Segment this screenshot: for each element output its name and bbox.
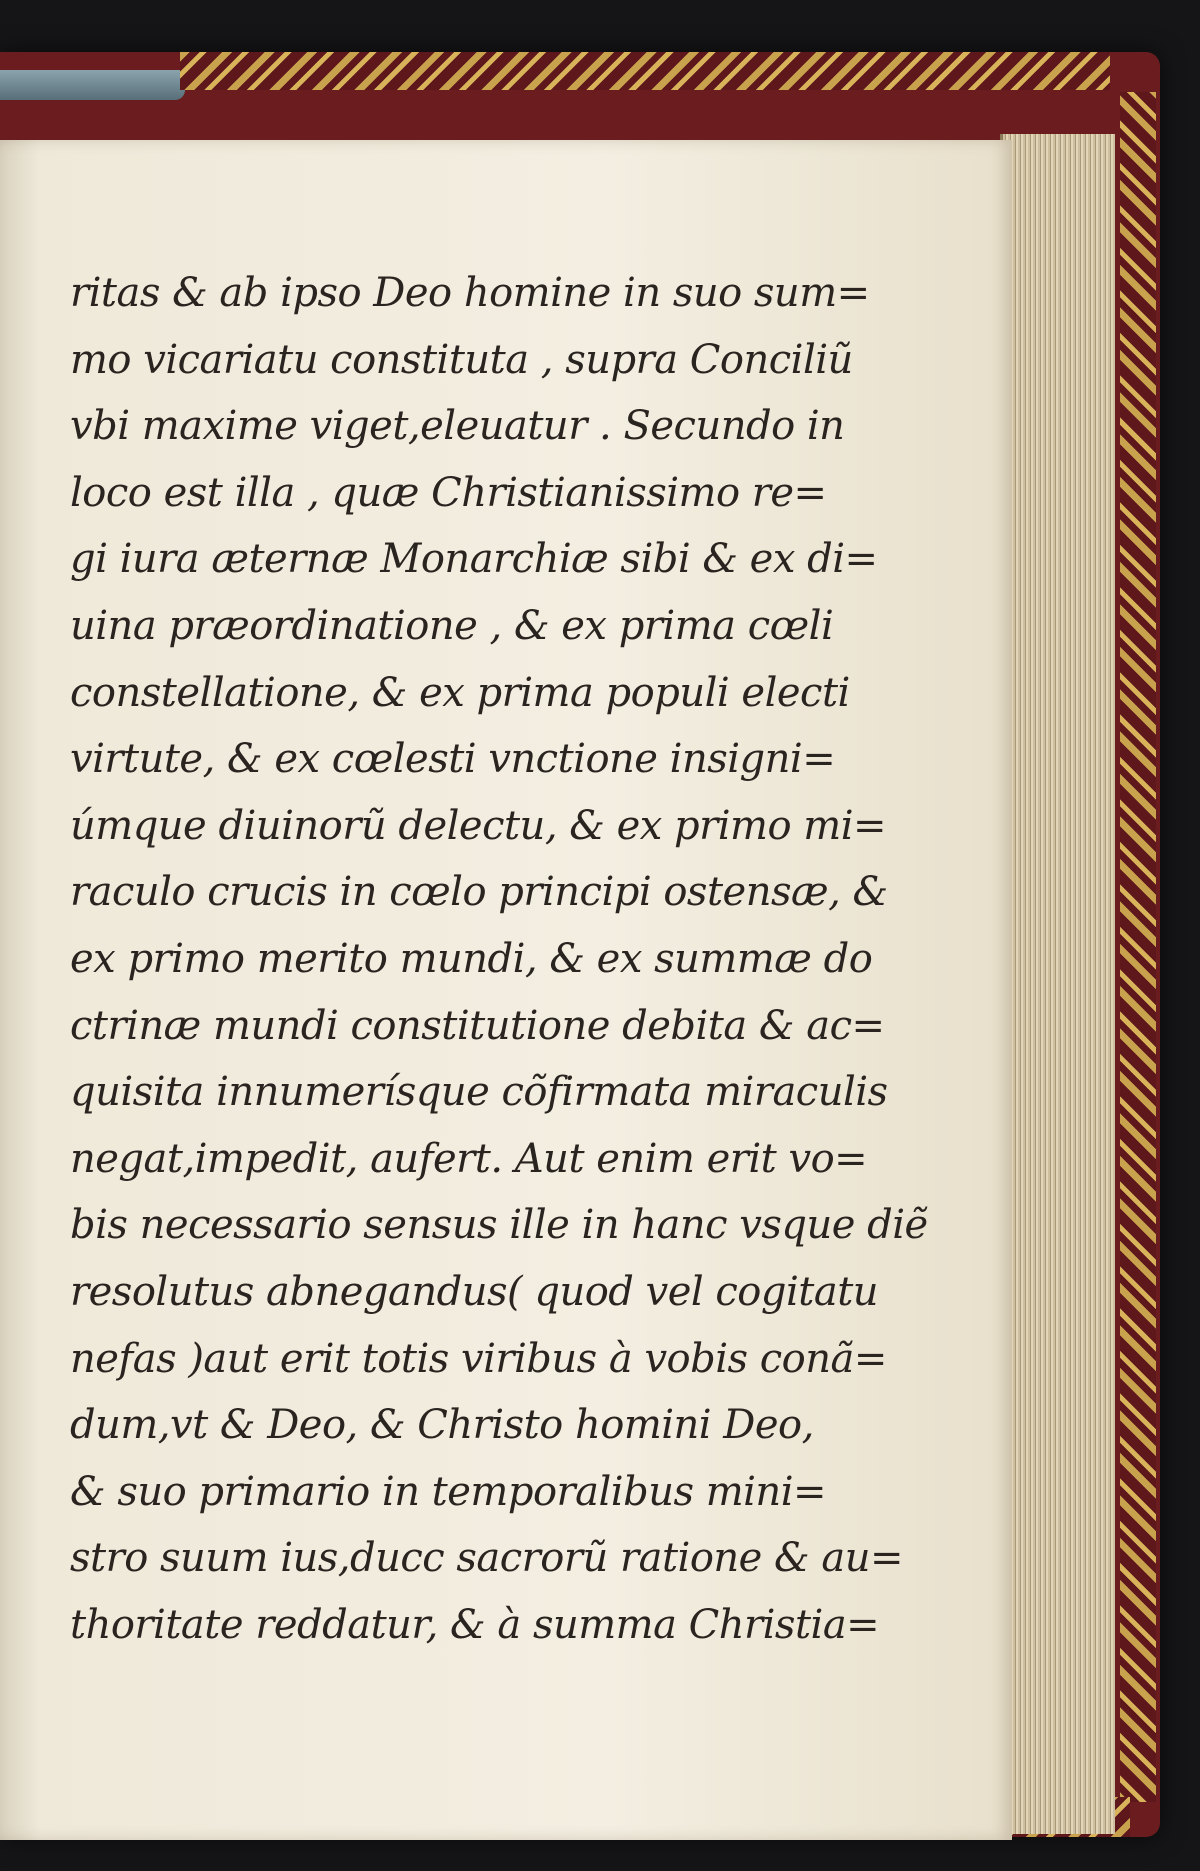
text-line: bis necessario sensus ille in hanc vsque diẽ (70, 1202, 928, 1249)
text-line: thoritate reddatur, & à summa Christia= (70, 1601, 880, 1648)
text-line: ctrinæ mundi constitutione debita & ac= (70, 1002, 885, 1049)
text-line: úmque diuinorũ delectu, & ex primo mi= (70, 802, 886, 849)
page-edges (1000, 134, 1115, 1834)
text-line: & suo primario in temporalibus mini= (70, 1468, 827, 1515)
text-line: nefas )aut erit totis viribus à vobis conã= (70, 1335, 887, 1382)
text-line: stro suum ius,ducc sacrorũ ratione & au= (70, 1535, 903, 1582)
text-line: gi iura æternæ Monarchiæ sibi & ex di= (70, 536, 878, 583)
text-line: negat,impedit, aufert. Aut enim erit vo= (70, 1135, 868, 1182)
text-line: uina præordinatione , & ex prima cœli (70, 602, 834, 649)
text-line: dum,vt & Deo, & Christo homini Deo, (70, 1402, 814, 1449)
page-text (70, 260, 950, 1658)
text-line: loco est illa , quæ Christianissimo re= (70, 469, 827, 516)
text-line: ex primo merito mundi, & ex summæ do (70, 935, 873, 982)
gilt-border-right (1120, 92, 1156, 1802)
text-line: mo vicariatu constituta , supra Conciliũ (70, 336, 853, 383)
gilt-border-top (180, 52, 1110, 90)
text-line: resolutus abnegandus( quod vel cogitatu (70, 1268, 879, 1315)
text-line: virtute, & ex cœlesti vnctione insigni= (70, 736, 836, 783)
bookmark-ribbon (0, 70, 185, 100)
book-page (0, 140, 1012, 1840)
book-cover (0, 52, 1160, 1837)
text-line: constellatione, & ex prima populi electi (70, 669, 850, 716)
text-line: raculo crucis in cœlo principi ostensæ, & (70, 869, 888, 916)
text-line: quisita innumerísque cõfirmata miraculis (70, 1069, 888, 1116)
text-line: vbi maxime viget,eleuatur . Secundo in (70, 403, 845, 450)
text-line: ritas & ab ipso Deo homine in suo sum= (70, 270, 870, 316)
